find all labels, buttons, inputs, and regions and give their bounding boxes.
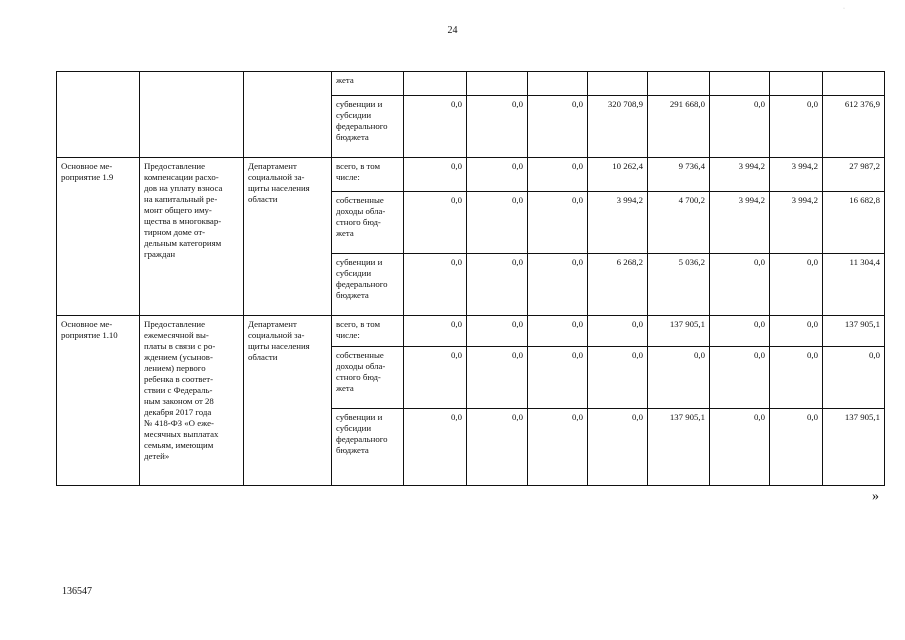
total-cell: 16 682,8 [823,192,885,254]
value-cell [467,72,528,96]
value-cell: 291 668,0 [648,96,710,158]
value-cell: 0,0 [404,316,467,347]
value-cell: 0,0 [528,96,588,158]
value-cell: 0,0 [528,409,588,486]
value-cell: 0,0 [404,96,467,158]
department-cell: Департамент социальной за- щиты населения области [244,316,332,486]
value-cell: 0,0 [467,347,528,409]
table-row [57,316,885,347]
description-cell [140,72,244,158]
description-cell: Предоставление компенсации расхо- дов на уплату взноса на капитальный ре- монт общего иму- щества в многоквар- тирном доме от- дельным категориям граждан [140,158,244,316]
value-cell: 0,0 [710,254,770,316]
value-cell: 3 994,2 [770,158,823,192]
value-cell: 0,0 [588,409,648,486]
value-cell: 0,0 [648,347,710,409]
table-row [57,158,885,192]
value-cell: 137 905,1 [648,409,710,486]
value-cell: 0,0 [467,316,528,347]
funding-source-cell: всего, в том числе: [332,316,404,347]
funding-source-cell: субвенции и субсидии федерального бюджета [332,96,404,158]
total-cell: 0,0 [823,347,885,409]
value-cell: 0,0 [528,254,588,316]
value-cell: 0,0 [770,96,823,158]
total-cell: 137 905,1 [823,316,885,347]
value-cell: 0,0 [467,254,528,316]
value-cell [648,72,710,96]
budget-table [56,71,885,486]
continuation-mark: » [872,489,879,504]
value-cell: 0,0 [710,316,770,347]
total-cell: 27 987,2 [823,158,885,192]
value-cell: 0,0 [404,158,467,192]
document-code: 136547 [62,586,92,597]
measure-cell: Основное ме- роприятие 1.10 [57,316,140,486]
department-cell: Департамент социальной за- щиты населения области [244,158,332,316]
value-cell: 9 736,4 [648,158,710,192]
value-cell: 0,0 [528,158,588,192]
department-cell [244,72,332,158]
measure-cell: Основное ме- роприятие 1.9 [57,158,140,316]
value-cell: 0,0 [770,316,823,347]
value-cell: 0,0 [588,316,648,347]
value-cell: 137 905,1 [648,316,710,347]
funding-source-cell: субвенции и субсидии федерального бюджета [332,409,404,486]
total-cell: 11 304,4 [823,254,885,316]
value-cell: 0,0 [467,96,528,158]
value-cell: 3 994,2 [588,192,648,254]
value-cell: 0,0 [404,347,467,409]
funding-source-cell: жета [332,72,404,96]
value-cell: 3 994,2 [710,158,770,192]
value-cell: 3 994,2 [770,192,823,254]
value-cell: 0,0 [467,409,528,486]
measure-cell [57,72,140,158]
value-cell: 0,0 [770,254,823,316]
value-cell: 0,0 [770,409,823,486]
page-number: 24 [447,25,458,36]
total-cell: 137 905,1 [823,409,885,486]
value-cell [588,72,648,96]
value-cell: 0,0 [528,316,588,347]
value-cell: 0,0 [404,254,467,316]
value-cell: 0,0 [528,192,588,254]
value-cell: 0,0 [528,347,588,409]
value-cell: 0,0 [467,158,528,192]
value-cell [710,72,770,96]
value-cell [770,72,823,96]
value-cell: 5 036,2 [648,254,710,316]
value-cell: 320 708,9 [588,96,648,158]
value-cell: 0,0 [710,96,770,158]
value-cell: 3 994,2 [710,192,770,254]
funding-source-cell: всего, в том числе: [332,158,404,192]
value-cell [404,72,467,96]
value-cell: 10 262,4 [588,158,648,192]
corner-mark: · [843,6,845,12]
funding-source-cell: субвенции и субсидии федерального бюджета [332,254,404,316]
total-cell [823,72,885,96]
value-cell: 6 268,2 [588,254,648,316]
funding-source-cell: собственные доходы обла- стного бюд- жета [332,192,404,254]
table-row [57,72,885,96]
value-cell: 4 700,2 [648,192,710,254]
value-cell: 0,0 [770,347,823,409]
value-cell: 0,0 [588,347,648,409]
value-cell: 0,0 [404,192,467,254]
funding-source-cell: собственные доходы обла- стного бюд- жета [332,347,404,409]
value-cell: 0,0 [467,192,528,254]
value-cell: 0,0 [404,409,467,486]
value-cell: 0,0 [710,347,770,409]
total-cell: 612 376,9 [823,96,885,158]
value-cell: 0,0 [710,409,770,486]
description-cell: Предоставление ежемесячной вы- платы в связи с ро- ждением (усынов- лением) первого ребенка в соответ- ствии с Федераль- ным законом от 28 декабря 2017 года № 418-ФЗ «О еже- месячных выплатах семьям, имеющим детей» [140,316,244,486]
value-cell [528,72,588,96]
